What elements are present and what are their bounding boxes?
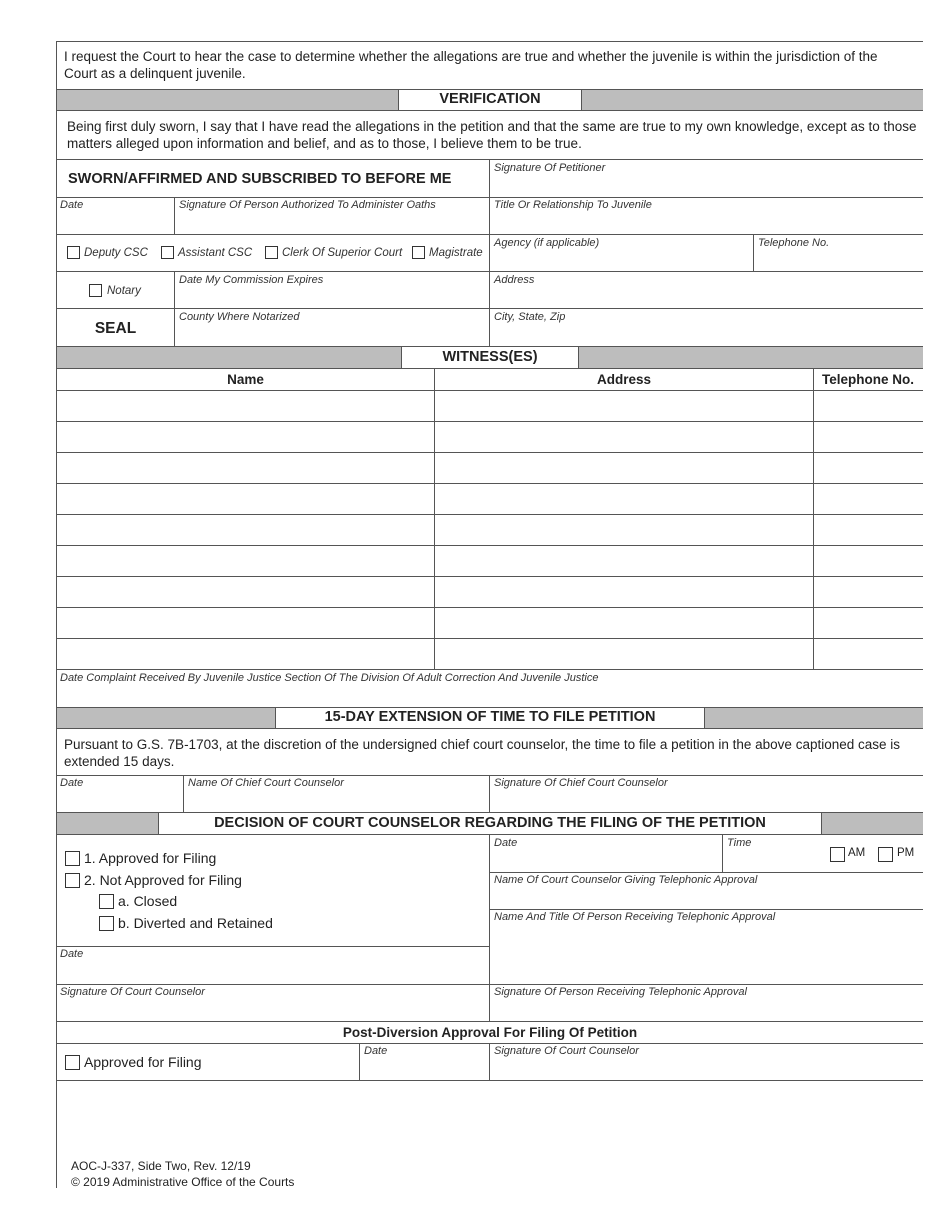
am-label: AM [848,847,866,859]
approved-filing-checkbox[interactable] [65,851,80,866]
signature-authorized-label: Signature Of Person Authorized To Administer Oaths [179,199,436,211]
chief-counselor-signature-field[interactable] [490,788,922,811]
line [56,1080,923,1081]
commission-expires-label: Date My Commission Expires [179,274,324,286]
extension-statement: Pursuant to G.S. 7B-1703, at the discretion of the undersigned chief court counselor, the time to file a petition in the above captioned case is extended 15 days. [64,737,901,769]
sworn-title: SWORN/AFFIRMED AND SUBSCRIBED TO BEFORE ME [68,171,452,187]
decision-date-right-field[interactable] [490,848,721,871]
post-diversion-signature-label: Signature Of Court Counselor [494,1045,639,1057]
verification-title: VERIFICATION [439,91,541,107]
city-state-zip-field[interactable] [490,322,922,345]
date-complaint-label: Date Complaint Received By Juvenile Justice Section Of The Division Of Adult Correction And Juvenile Justice [60,672,599,684]
am-checkbox[interactable] [830,847,845,862]
notary-checkbox[interactable] [89,284,102,297]
pm-checkbox[interactable] [878,847,893,862]
post-diversion-title: Post-Diversion Approval For Filing Of Petition [342,1025,638,1040]
approved-filing-label: 1. Approved for Filing [84,850,217,866]
not-approved-checkbox[interactable] [65,873,80,888]
time-label: Time [727,837,752,849]
date-complaint-field[interactable] [57,684,923,706]
post-diversion-approved-checkbox[interactable] [65,1055,80,1070]
line [56,89,923,90]
decision-title: DECISION OF COURT COUNSELOR REGARDING THE FILING OF THE PETITION [214,815,766,831]
pm-label: PM [897,847,915,859]
receiving-name-title-field[interactable] [490,922,922,983]
post-diversion-signature-field[interactable] [490,1056,922,1079]
copyright: © 2019 Administrative Office of the Courts [71,1175,295,1189]
clerk-superior-court-checkbox[interactable] [265,246,278,259]
form-id: AOC-J-337, Side Two, Rev. 12/19 [71,1159,251,1173]
witness-address-header: Address [596,372,652,387]
chief-counselor-name-label: Name Of Chief Court Counselor [188,777,344,789]
line [56,707,923,708]
decision-date-left-label: Date [60,948,84,960]
signature-petitioner-field[interactable] [490,172,922,196]
line [489,909,923,910]
court-counselor-signature-label: Signature Of Court Counselor [60,986,205,998]
diverted-retained-label: b. Diverted and Retained [118,915,273,931]
post-diversion-date-label: Date [364,1045,388,1057]
assistant-csc-checkbox[interactable] [161,246,174,259]
top-border [56,41,923,42]
magistrate-label: Magistrate [429,247,483,259]
diverted-retained-checkbox[interactable] [99,916,114,931]
verification-statement: Being first duly sworn, I say that I have read the allegations in the petition and that the same are true to my own knowledge, except as to those matters alleged upon information and belief, and as to those, I believe them to be true. [67,119,917,151]
title-relationship-label: Title Or Relationship To Juvenile [494,199,652,211]
assistant-csc-label: Assistant CSC [178,247,253,259]
extension-date-field[interactable] [57,788,182,811]
receiving-signature-field[interactable] [490,997,922,1020]
telephonic-approval-name-label: Name Of Court Counselor Giving Telephonic Approval [494,874,758,886]
extension-title: 15-DAY EXTENSION OF TIME TO FILE PETITION [324,709,656,725]
decision-date-left-field[interactable] [57,959,488,983]
agency-label: Agency (if applicable) [494,237,600,249]
signature-petitioner-label: Signature Of Petitioner [494,162,606,174]
time-field[interactable] [723,848,823,871]
witness-rows[interactable] [57,391,923,669]
deputy-csc-checkbox[interactable] [67,246,80,259]
notary-label: Notary [107,285,141,297]
line [56,368,923,369]
sworn-date-label: Date [60,199,84,211]
telephone-label: Telephone No. [758,237,830,249]
chief-counselor-name-field[interactable] [184,788,488,811]
post-diversion-approved-label: Approved for Filing [84,1054,202,1070]
telephonic-approval-name-field[interactable] [490,885,922,908]
witness-telephone-header: Telephone No. [821,372,914,387]
not-approved-label: 2. Not Approved for Filing [84,872,242,888]
line [56,984,923,985]
intro-text: I request the Court to hear the case to determine whether the allegations are true and whether the juvenile is within the jurisdiction of the Court as a delinquent juvenile. [64,49,878,81]
clerk-superior-court-label: Clerk Of Superior Court [282,247,403,259]
chief-counselor-signature-label: Signature Of Chief Court Counselor [494,777,668,789]
witnesses-title: WITNESS(ES) [442,349,538,365]
receiving-signature-label: Signature Of Person Receiving Telephonic Approval [494,986,747,998]
address-label: Address [494,274,535,286]
closed-checkbox[interactable] [99,894,114,909]
title-relationship-field[interactable] [490,210,922,233]
line [56,1021,923,1022]
telephone-field[interactable] [754,248,922,270]
address-field[interactable] [490,285,922,307]
commission-expires-field[interactable] [175,285,488,307]
line [56,669,923,670]
line [56,946,489,947]
signature-authorized-field[interactable] [175,210,488,233]
witness-name-header: Name [227,372,264,387]
receiving-name-title-label: Name And Title Of Person Receiving Telephonic Approval [494,911,776,923]
line [56,110,923,111]
city-state-zip-label: City, State, Zip [494,311,566,323]
seal-label: SEAL [94,320,137,337]
line [56,728,923,729]
closed-label: a. Closed [118,893,178,909]
extension-date-label: Date [60,777,84,789]
county-notarized-field[interactable] [175,322,488,345]
sworn-date-field[interactable] [57,210,173,233]
court-counselor-signature-field[interactable] [57,997,488,1020]
county-notarized-label: County Where Notarized [179,311,300,323]
deputy-csc-label: Deputy CSC [84,247,148,259]
agency-field[interactable] [490,248,752,270]
magistrate-checkbox[interactable] [412,246,425,259]
line [489,872,923,873]
decision-date-right-label: Date [494,837,518,849]
post-diversion-date-field[interactable] [360,1056,488,1079]
